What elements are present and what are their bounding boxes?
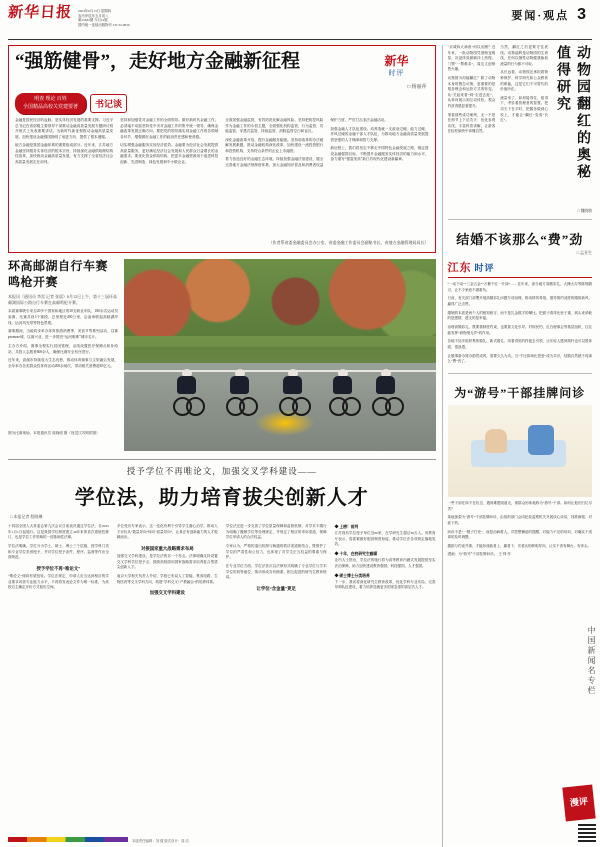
bike-para: 主办方介绍，赛事全程实行封闭管理，沿线设置医疗保障点和补给站，共投入志愿者600余人，确保比赛安全有序进行。	[8, 343, 118, 354]
bike-body	[8, 309, 118, 429]
bike-dateline: 本报讯（通讯员 李雷 记者 张晨）6月12日上午，第十三届环高邮湖国际公路自行车赛在高邮鸣枪开赛。	[8, 294, 117, 306]
marriage-para: 治理高额彩礼，既要靠制度约束，也要靠文化引导。村规民约、红白理事会等基层组织，往往能发挥“润物细无声”的作用。	[447, 324, 592, 335]
jiangdong-blue-text: 时评	[474, 262, 495, 273]
degree-bullet: ◆ 十年，在校研究生翻番	[334, 552, 378, 557]
zoo-para: 从长远看，动物园还承担着物种保护、科学研究和公众教育的职能，这是它们不可替代的价值所在。	[500, 70, 548, 92]
marriage-body	[448, 282, 592, 365]
cadre-article	[448, 379, 592, 558]
bike-para: 赛事期间，当地同步举办体育旅游消费季、美食节等系列活动，以赛promote城、以赛兴业，进一步擦亮“运河明珠”城市名片。	[8, 329, 118, 340]
cyclist-jersey	[230, 376, 249, 394]
lead-header	[15, 51, 429, 81]
jiangdong-red-text: 江东	[447, 262, 472, 274]
cartoon-figure	[485, 429, 507, 453]
cyclist-jersey	[177, 376, 196, 394]
cyclist	[373, 376, 399, 416]
section-header	[511, 6, 592, 24]
seal-stamp: 漫评	[562, 785, 595, 822]
lead-headline: “强筋健骨”，走好地方金融新征程	[15, 51, 301, 72]
marriage-headline: 结婚不该那么“费”劲	[456, 232, 584, 247]
cyclist	[280, 376, 306, 416]
cadre-para: 问诊不是“一棍子打死”，而是治病救人。对思想懈怠的提醒，对能力不足的培训，对确实不适岗的及时调整。	[447, 529, 592, 540]
cyclist-jersey	[283, 376, 302, 394]
meta-line-2: 第25632期 今日12版	[78, 18, 108, 23]
color-registration-bar	[8, 837, 128, 842]
page-columns	[8, 45, 596, 847]
cadre-body	[448, 501, 592, 550]
lead-signature: （作者系省委金融委员会办公室、省委金融工作委员会副秘书长，省地方金融管理局局长）	[268, 240, 429, 245]
zoo-para: 动物园为何能翻红？除了动物本身的憨态可掬，更重要的是服务理念和运营方式的转变。从“关起来看”到“走进去逛”，从单向展示到互动体验，观众的获得感显著提升。	[447, 75, 496, 108]
cyclist	[227, 376, 253, 416]
zoo-headline: 动物园翻红的奥秘值得研究	[555, 45, 590, 181]
lead-byline: □ 杨丽萍	[407, 85, 427, 90]
bike-photo-caption: 图为比赛现场。本报通讯员 周晓明 摄（视觉江苏网供图）	[8, 431, 100, 436]
lead-para: 着力营造良好的金融生态环境。持续加强金融法治建设，健全完善地方金融法规制度体系，加大金融知识普及和消费者权益保护力度，严厉打击非法金融活动。	[225, 118, 388, 167]
zoo-body	[448, 45, 548, 207]
degree-bullet: ◆ 上榜！前列	[334, 525, 359, 529]
marriage-para: 各地不妨多组织集体婚礼、新式婚礼，用看得见的样板去引领，让年轻人感到简朴也可以很体面、很浪漫。	[447, 339, 592, 349]
bike-race-article	[8, 259, 436, 451]
masthead	[8, 6, 592, 40]
qr-code[interactable]	[578, 824, 596, 842]
degree-para: 学位法还进一步完善了学位质量保障和监督机制，对学术不端行为明确了撤销学位等处理规定，并规定了相应的申诉渠道，保障学位申请人的合法权益。	[225, 524, 327, 540]
degree-subhead: 授予学位不再“唯论文”	[36, 565, 81, 571]
cartoon-doctor	[528, 425, 554, 455]
kicker-line-2: 全国精品高校关党建要著	[23, 104, 79, 110]
lead-body	[15, 118, 429, 238]
marriage-para: 日前，有关部门部署开展高额彩礼问题专项治理，推动移风易俗，倡导简约适度的婚俗新风，赢得广泛点赞。	[447, 296, 592, 306]
lead-para: 切实增强金融服务实体经济质效。金融要为经济社会发展提供高质量服务，更好满足经济社会发展和人民群众日益增长的金融需求。要优化资金供给结构，把更多金融资源用于促进科技创新、先进制造、绿色发展和中小微企业。	[120, 143, 219, 164]
degree-kicker: 授予学位不再唯论文，加强交叉学科建设——	[126, 466, 317, 476]
bike-para: 本届赛事吸引来自20多个国家和地区的30支职业车队、180余名运动员参赛，比赛共设3个赛段，总里程近400公里，沿途串联起高邮湖岸线、运河风光带等特色景观。	[8, 309, 118, 325]
badge-main-text: 新华	[384, 53, 409, 68]
cyclist-jersey	[376, 376, 395, 394]
degree-para: 学位法明确，学位分为学士、硕士、博士三个层级，按学科门类和专业学位类别授予，并对学位授予条件、程序、监督等作出全面规范。	[8, 543, 109, 560]
degree-para: 江苏现有学位授予单位近60家，在学研究生超过30万人。省教育厅表示，将抓紧做好配套制度衔接，推动学位法各项规定落地见效。	[334, 531, 436, 547]
marriage-article	[448, 225, 592, 374]
lead-para: 坚持和加强党对金融工作的全面领导。做好新时代金融工作，必须毫不动摇坚持党中央对金融工作的集中统一领导，确保金融改革发展正确方向。要把党的领导落实到金融工作的各领域各环节，增强做好金融工作的政治责任感和使命感。	[120, 118, 219, 139]
zoo-para: 当然，翻红之后更要守住底线。动物福利是动物园的生命线，任何以牺牲动物健康换取流量的行为都不可取。	[500, 45, 548, 66]
degree-subhead: 加强交叉学科建设	[149, 590, 185, 596]
lead-para: 全面加强金融监管，有效防范化解金融风险。坚持把防控风险作为金融工作的永恒主题，全面强化机构监管、行为监管、功能监管、穿透式监管、持续监管，消除监管空白和盲区。	[225, 118, 324, 134]
left-column	[8, 45, 436, 847]
degree-bullet: ◆ 硕士博士分类培养	[334, 573, 370, 578]
zoo-top	[448, 45, 592, 207]
lead-para: 深化金融改革开放，提升金融服务能级。坚持用改革的办法破解发展难题，推动金融机构深化改革，加快建设一流投资银行和投资机构，支持符合条件的企业上市融资。	[225, 137, 324, 153]
degree-subhead: 让学位“含金量”更足	[256, 585, 296, 591]
degree-para: 专家认为，严格的退出机制与畅通的救济渠道相结合，既维护了学位的严肃性和公信力，也体现了对学生正当权益的尊重与保护。	[225, 543, 327, 560]
cyclist-jersey	[333, 376, 352, 394]
bike-wheel	[342, 397, 361, 416]
degree-para: 南京大学相关负责人介绍，学校已布局人工智能、集成电路、生物医药等交叉学科方向，构建“学科交叉+产教融合”的培养体系。	[116, 574, 218, 584]
xinhua-commentary-badge	[365, 51, 429, 81]
lead-para: 金融是国民经济的血脉，是实体经济发展的重要支撑。习近平总书记在省部级主要领导干部推动金融高质量发展专题研讨班开班式上发表重要讲话，为新时代新征程推动金融高质量发展、加快建设金融强国指明了前进方向、提供了根本遵循。	[15, 118, 114, 139]
footer-credits: 本版责任编辑：刘 健 版式设计：周 洁	[132, 839, 189, 843]
jiangdong-column-logo	[448, 259, 592, 278]
degree-law-article	[8, 459, 436, 847]
bike-headline: 环高邮湖自行车赛鸣枪开赛	[8, 259, 109, 289]
cadre-para: 激励与约束并重，才能形成能者上、庸者下、劣者汰的鲜明导向，让实干者有舞台、有奔头。	[447, 543, 592, 548]
lead-para: 加强金融人才队伍建设。培养造就一支政治过硬、能力过硬、作风过硬的金融干部人才队伍，为推动地方金融高质量发展提供坚强的人才保障和智力支撑。	[330, 126, 429, 142]
kicker-line-1: 明查 理论 百姓	[34, 97, 67, 102]
bike-race-photo	[124, 259, 436, 451]
marriage-para: “一动不动”“三金五金”“万紫千红一片绿”……近年来，部分地方高额彩礼、大操大办等陈规陋习，让不少家庭不堪重负。	[447, 282, 592, 292]
zoo-byline: □ 魏晓敏	[577, 209, 592, 213]
degree-headline: 学位法，助力培育拔尖创新人才	[74, 487, 369, 509]
cartoon-caption: 漫画：为“游号”干部挂牌问诊。 王 铎 作	[447, 552, 511, 557]
page-number: 3	[577, 6, 588, 23]
zoo-para: 细看那些成功案例，无一不是在细节上下足功夫：优化参观动线，丰富科普讲解，让游客在轻松愉快中读懂自然。	[447, 112, 496, 134]
cadre-headline: 为“游号”干部挂牌问诊	[454, 385, 586, 400]
degree-body	[8, 524, 436, 760]
degree-para: 在专业学位方面，学位法首次以法律形式明确了专业学位与学术学位的同等地位，推动形成各有侧重、相互促进的研究生教育格局。	[225, 563, 327, 580]
marriage-para: 让婚事新办简办蔚然成风，需要久久为功。当“不比排场比恩爱”成为共识，结婚自然就不再那么“费”劲了。	[447, 353, 592, 364]
meta-line-0: 2024年6月13日 星期四	[78, 9, 112, 13]
marriage-author: □ 孟亚生	[576, 250, 592, 255]
publication-meta	[78, 6, 130, 27]
cadre-cartoon	[448, 405, 592, 497]
degree-para: 十四届全国人大常委会第九次会议日前表决通过学位法，自2025年1月1日起施行。这是我国学位制度建立40年来的首次系统性修订，也是学位工作领域的一部基础性法律。	[8, 524, 109, 540]
degree-para: 业内人士指出，学位法的施行将为高等教育内涵式发展提供坚实法治保障，助力加快建设教育强国、科技强国、人才强国。	[334, 558, 436, 568]
lead-article	[8, 45, 436, 253]
cyclist	[330, 376, 356, 416]
degree-byline: □ 本报记者 程晓琳	[10, 514, 43, 519]
lead-para: 地方金融是我国金融体系的重要组成部分。近年来，江苏地方金融坚持服务实体经济的根本宗旨，持续深化金融供给侧结构性改革，加快推动金融高质量发展，有力支撑了全省经济社会高质量发展走在前列。	[15, 143, 114, 164]
bike-para: 近年来，高邮市持续放大生态优势，推动体育赛事与文旅融合发展，全年举办各类群众性体育活动200余场次，带动相关消费超10亿元。	[8, 358, 118, 369]
degree-para: 多位受访专家表示，这一变化有利于引导学生潜心治学，推动人才评价从“数量导向”转向“质量导向”，让真正有创新能力的人才脱颖而出。	[116, 524, 218, 540]
meta-line-3: 国内统一连续出版物号 CN 32-0050	[78, 22, 130, 27]
cadre-para: 一些干部在岗不在状态，遇到难题绕道走，被群众形象地称为“游号”干部。如何让他们归位尽责？	[447, 500, 592, 511]
section-name: 要闻·观点	[511, 10, 570, 22]
kicker-column-logo: 书记谈	[90, 94, 127, 113]
lead-kicker	[15, 93, 429, 114]
marriage-para: 婚姻的本质是两个人的相知相守，而不是礼金数字的攀比。把面子看得比里子重，到头来消耗的是感情，透支的是幸福。	[447, 310, 592, 321]
bike-text-column	[8, 259, 118, 451]
kicker-pill	[15, 93, 86, 114]
right-column	[442, 45, 596, 847]
degree-para: 加强交叉学科建设，是学位法的另一个亮点。法律明确支持设置交叉学科学位授予点，鼓励高校面向国家战略需求培养复合型拔尖创新人才。	[116, 554, 218, 570]
newspaper-logo: 新华日报	[7, 5, 73, 21]
zoo-article	[448, 45, 592, 220]
masthead-left	[8, 6, 130, 27]
zoo-para: 流量来了，如何接得住、留得下，考验着管理者的智慧。把功夫下在平时，把服务做到心坎上，才能让“翻红”变成“长红”。	[500, 95, 548, 123]
degree-subhead: 对接国家重大战略需求布局	[140, 545, 194, 551]
cadre-para: 某地探索为“游号”干部挂牌问诊，由组织部门会同纪检监察机关开展谈心谈话，找准病根、对症下药。	[447, 515, 592, 525]
column-brand-label: 中国新闻名专栏	[587, 626, 596, 696]
photo-trees	[124, 259, 436, 336]
badge-sub-text: 时评	[388, 68, 405, 77]
degree-para: 下一步，我省将深化研究生教育改革，优化学科专业布局，完善导师队伍建设，着力培养造就更多国家急需的高层次人才。	[334, 579, 436, 590]
zoo-para: “京城四大神兽”何以出圈？近年来，一批动物园凭借萌宠明星、沉浸体验频频冲上热搜，门票“一票难求”，周边文创销售火爆。	[447, 45, 496, 72]
degree-para: “唯论文”倾向有望扭转。学位法规定，申请人应当达到相应的学业要求或者专业能力水平，不再将发表论文作为唯一标准，为高校自主确定评价方式留出空间。	[8, 574, 109, 590]
cyclist	[174, 376, 200, 416]
lead-para: 新征程上，我们将坚定不移走中国特色金融发展之路，锚定建设金融强国目标，不断提升金融服务实体经济的能力和水平，奋力谱写“强富美高”新江苏现代化建设新篇章。	[330, 146, 429, 162]
meta-line-1: 农历甲辰年五月初八	[78, 13, 109, 18]
